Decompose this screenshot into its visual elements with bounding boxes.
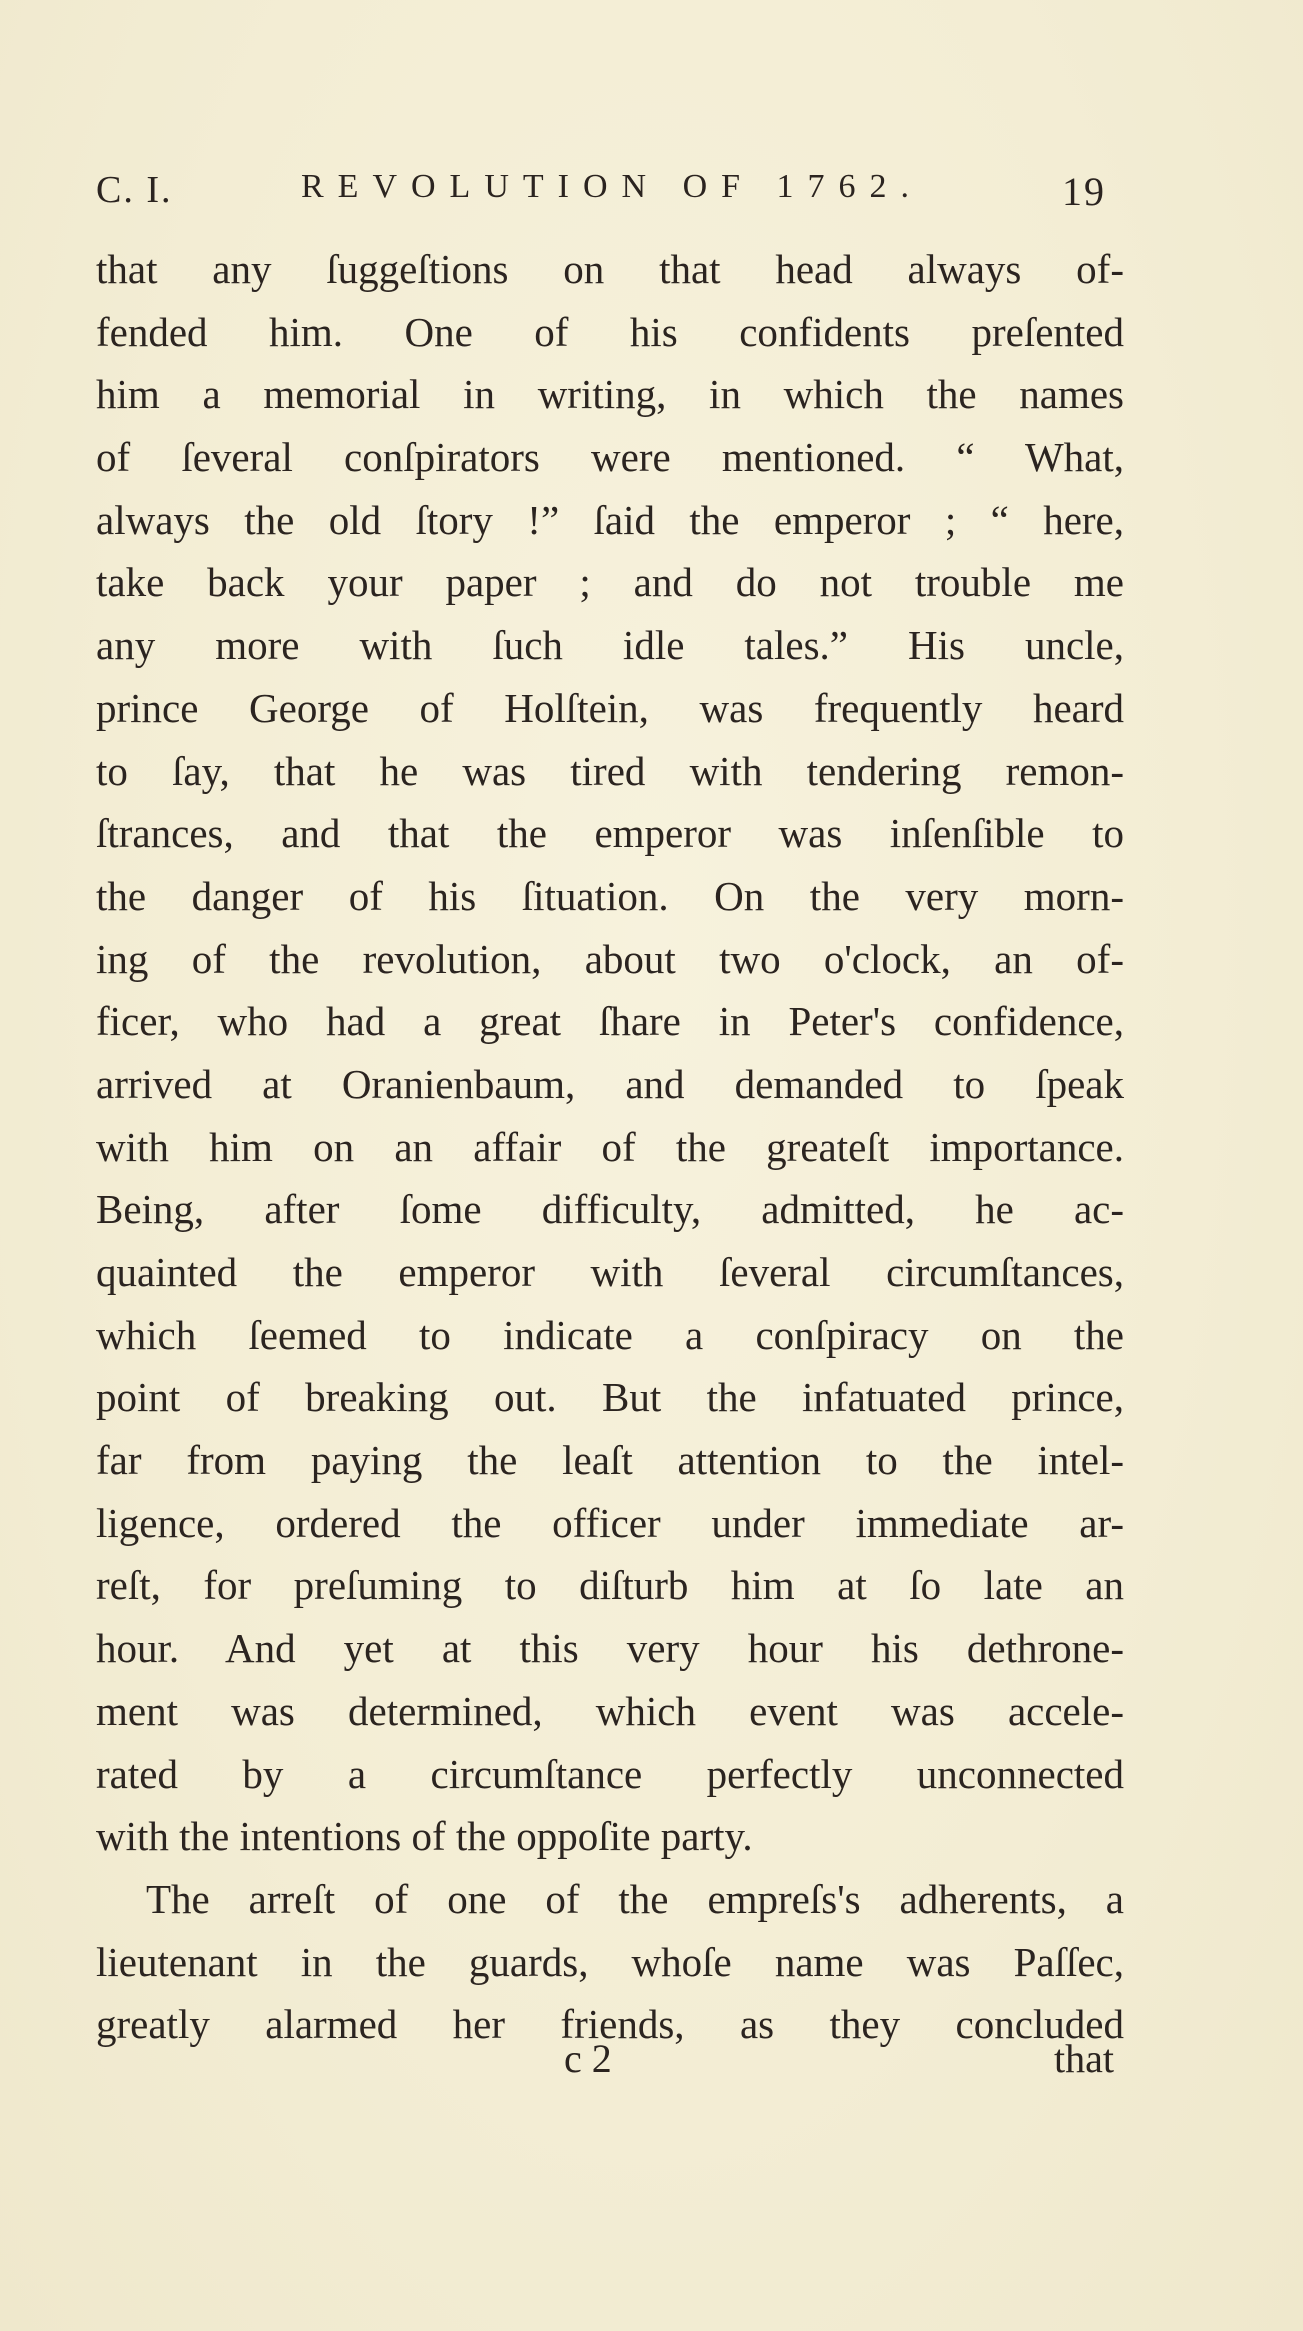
text-line: Being, after ſome difficulty, admitted, he ac- (96, 1186, 1124, 1233)
page-footer (96, 2035, 1114, 2085)
running-header (96, 168, 1106, 218)
text-line: the danger of his ſituation. On the very morn- (96, 872, 1124, 919)
text-line: quainted the emperor with ſeveral circumſtances, (96, 1249, 1124, 1295)
text-line: hour. And yet at this very hour his dethrone- (96, 1625, 1124, 1672)
text-line: ficer, who had a great ſhare in Peter's confidence, (96, 998, 1124, 1045)
text-line: ligence, ordered the officer under immediate ar- (96, 1499, 1124, 1546)
text-line: of ſeveral conſpirators were mentioned. “ What, (96, 434, 1124, 481)
text-line: with him on an affair of the greateſt importance. (96, 1123, 1124, 1170)
text-line: prince George of Holſtein, was frequently heard (96, 684, 1124, 731)
paragraph-start-line: The arreſt of one of the empreſs's adherents, a (146, 1875, 1124, 1922)
chapter-marker: C. I. (96, 169, 173, 211)
body-text (96, 238, 1124, 2056)
text-line: which ſeemed to indicate a conſpiracy on the (96, 1311, 1124, 1358)
text-line: reſt, for preſuming to diſturb him at ſo late an (96, 1562, 1124, 1609)
running-title: REVOLUTION OF 1762. (301, 168, 924, 205)
text-line: lieutenant in the guards, whoſe name was Paſſec, (96, 1938, 1124, 1985)
text-line: far from paying the leaſt attention to the intel- (96, 1437, 1124, 1484)
page-number: 19 (1062, 169, 1106, 214)
text-line: greatly alarmed her friends, as they concluded (96, 2001, 1124, 2048)
text-line: with the intentions of the oppoſite party. (96, 1813, 753, 1860)
text-line: ing of the revolution, about two o'clock, an of- (96, 935, 1124, 982)
catchword: that (1054, 2036, 1114, 2081)
text-line: to ſay, that he was tired with tendering remon- (96, 747, 1124, 794)
text-line: rated by a circumſtance perfectly unconnected (96, 1750, 1124, 1797)
text-line: fended him. One of his confidents preſented (96, 308, 1124, 355)
text-line: ment was determined, which event was accele- (96, 1687, 1124, 1734)
text-line: that any ſuggeſtions on that head always of- (96, 246, 1124, 292)
text-line: any more with ſuch idle tales.” His uncle, (96, 622, 1124, 669)
text-line: point of breaking out. But the infatuated prince, (96, 1374, 1124, 1421)
text-line: him a memorial in writing, in which the names (96, 371, 1124, 418)
text-line: arrived at Oranienbaum, and demanded to ſpeak (96, 1060, 1124, 1107)
signature-mark: c 2 (564, 2036, 612, 2081)
text-line: take back your paper ; and do not trouble me (96, 559, 1124, 606)
text-line: ſtrances, and that the emperor was inſenſible to (96, 810, 1124, 857)
text-line: always the old ſtory !” ſaid the emperor ; “ here, (96, 496, 1124, 543)
